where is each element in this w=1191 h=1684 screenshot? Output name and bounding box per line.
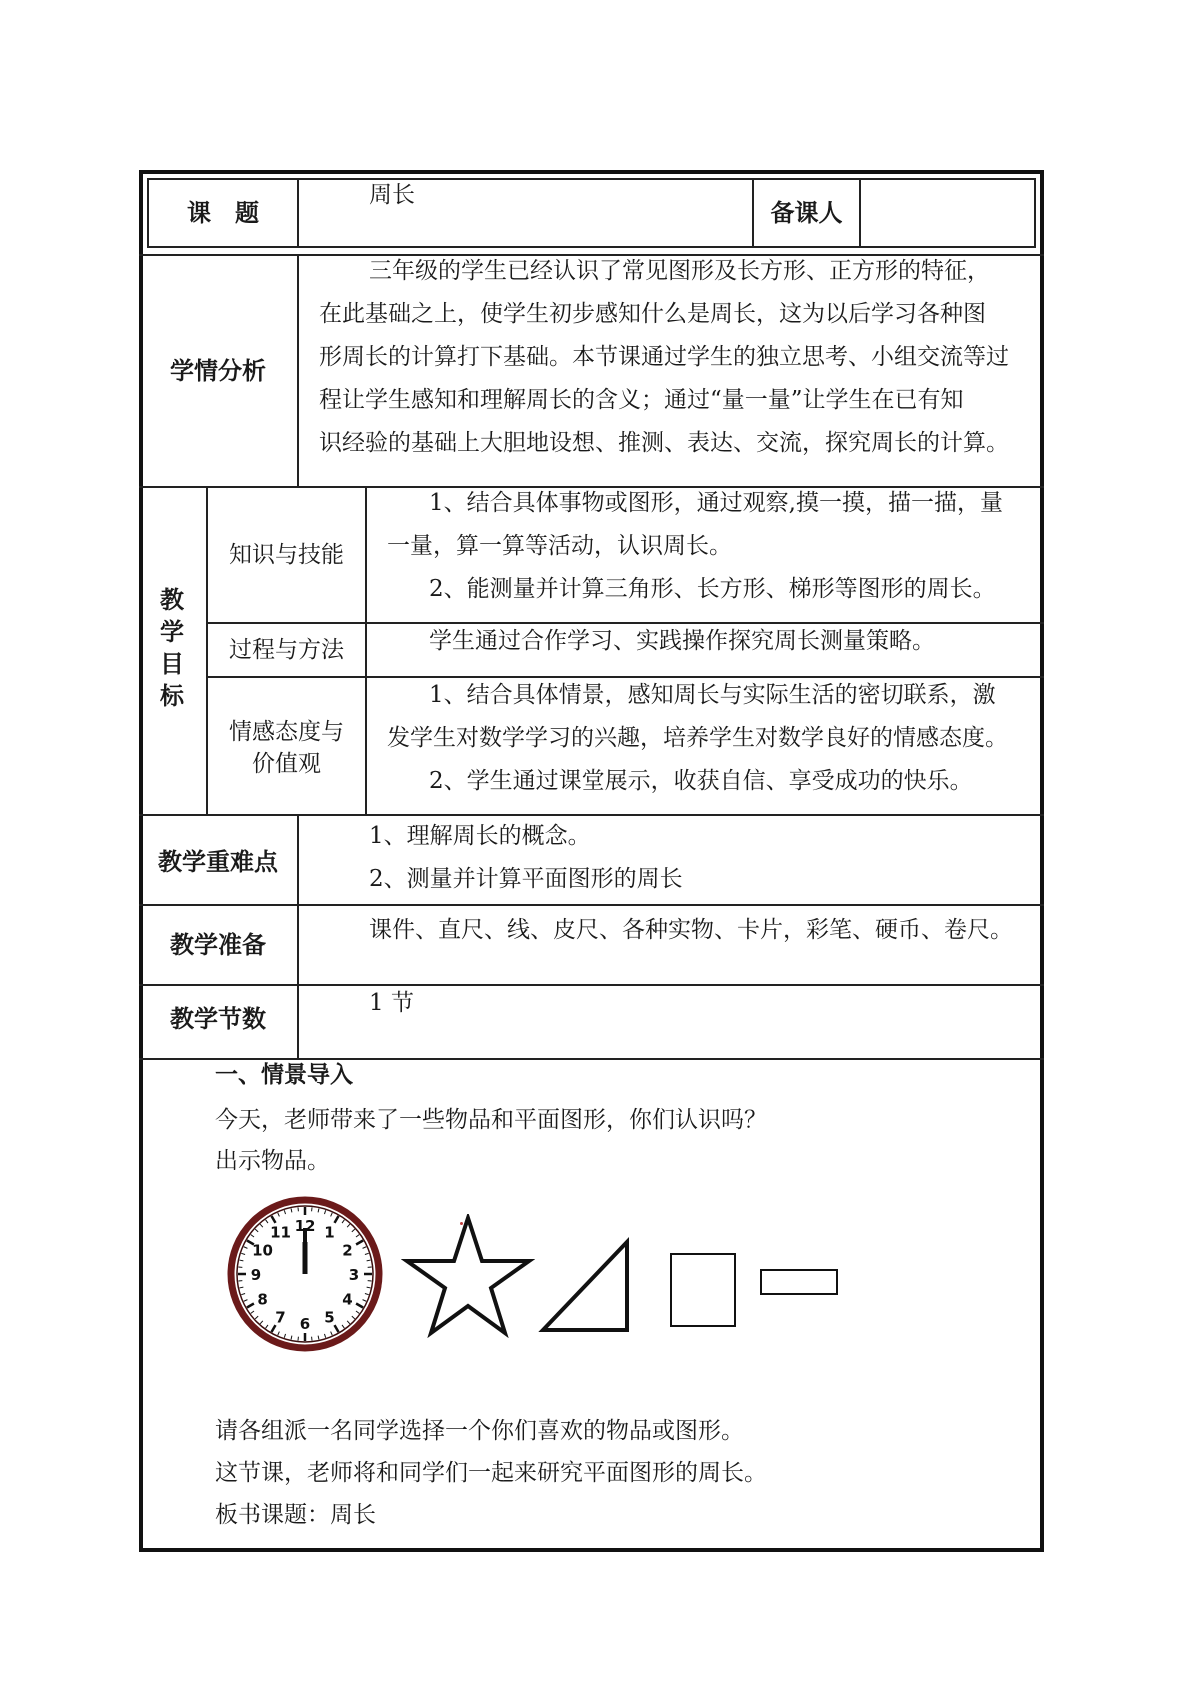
star-icon [401, 1214, 535, 1338]
clock-icon [225, 1194, 385, 1354]
periods-text: 1 节 [369, 990, 414, 1016]
triangle-icon [537, 1236, 633, 1336]
analysis-line: 识经验的基础上大胆地设想、推测、表达、交流，探究周长的计算。 [319, 430, 1009, 456]
lesson-line: 请各组派一名同学选择一个你们喜欢的物品或图形。 [215, 1418, 744, 1444]
row-divider [139, 904, 1044, 906]
lesson-line: 出示物品。 [215, 1148, 330, 1174]
square-shape [671, 1254, 735, 1326]
clock-number: 6 [299, 1315, 311, 1333]
col-divider [297, 254, 299, 486]
keypoints-label: 教学重难点 [158, 848, 278, 876]
table-border-right [1040, 170, 1044, 1552]
clock-number: 5 [324, 1308, 335, 1327]
goals-label-char: 目 [160, 650, 184, 678]
knowledge-line: 一量，算一算等活动，认识周长。 [387, 533, 732, 559]
prep-text: 课件、直尺、线、皮尺、各种实物、卡片，彩笔、硬币、卷尺。 [369, 917, 1013, 943]
inner-border-right [1034, 178, 1036, 248]
emotion-line: 1、结合具体情景，感知周长与实际生活的密切联系，激 [429, 682, 996, 708]
analysis-line: 在此基础之上，使学生初步感知什么是周长，这为以后学习各种图 [319, 301, 986, 327]
knowledge-line: 2、能测量并计算三角形、长方形、梯形等图形的周长。 [429, 576, 996, 602]
triangle-shape [543, 1242, 627, 1330]
clock-number: 1 [324, 1223, 335, 1242]
row-divider [139, 984, 1044, 986]
analysis-label: 学情分析 [170, 357, 266, 385]
goals-label-char: 标 [160, 682, 184, 710]
goals-label-char: 学 [160, 618, 184, 646]
clock-number: 7 [275, 1308, 286, 1327]
keypoints-line: 1、理解周长的概念。 [369, 823, 591, 849]
clock-number: 9 [250, 1266, 262, 1284]
emotion-label-line: 价值观 [252, 751, 321, 777]
col-divider [365, 486, 367, 814]
analysis-line: 程让学生感知和理解周长的含义；通过“量一量”让学生在已有知 [319, 387, 964, 413]
clock-number: 10 [252, 1241, 274, 1260]
row-divider [139, 814, 1044, 816]
inner-border-top [147, 178, 1036, 180]
emotion-line: 发学生对数学学习的兴趣，培养学生对数学良好的情感态度。 [387, 725, 1008, 751]
lesson-line: 板书课题：周长 [215, 1502, 376, 1528]
clock-number: 3 [348, 1266, 360, 1284]
col-divider [859, 178, 861, 248]
topic-label: 课 题 [187, 199, 259, 227]
prep-label: 教学准备 [170, 931, 266, 959]
topic-value: 周长 [369, 182, 415, 208]
col-divider [297, 178, 299, 248]
star-shape [407, 1218, 529, 1333]
clock-number: 2 [342, 1241, 353, 1260]
keypoints-line: 2、测量并计算平面图形的周长 [369, 866, 683, 892]
periods-label: 教学节数 [170, 1005, 266, 1033]
process-label: 过程与方法 [229, 637, 344, 663]
clock-number: 4 [342, 1290, 353, 1309]
col-divider [297, 814, 299, 1058]
clock-number: 11 [270, 1223, 291, 1242]
process-text: 学生通过合作学习、实践操作探究周长测量策略。 [429, 628, 935, 654]
section-title: 一、情景导入 [215, 1062, 353, 1088]
table-border-bottom [139, 1548, 1044, 1552]
lesson-line: 今天，老师带来了一些物品和平面图形，你们认识吗？ [215, 1107, 767, 1133]
rectangle-icon [759, 1268, 839, 1296]
analysis-line: 三年级的学生已经认识了常见图形及长方形、正方形的特征， [369, 258, 990, 284]
goals-label-char: 教 [160, 586, 184, 614]
clock-number: 12 [294, 1217, 316, 1235]
lesson-plan-document [139, 170, 1044, 1552]
rectangle-shape [761, 1270, 837, 1294]
preparer-label: 备课人 [770, 199, 843, 227]
clock-number: 8 [257, 1290, 268, 1309]
analysis-line: 形周长的计算打下基础。本节课通过学生的独立思考、小组交流等过 [319, 344, 1009, 370]
lesson-line: 这节课，老师将和同学们一起来研究平面图形的周长。 [215, 1460, 767, 1486]
emotion-line: 2、学生通过课堂展示，收获自信、享受成功的快乐。 [429, 768, 973, 794]
red-dot [460, 1222, 463, 1225]
square-icon [669, 1252, 737, 1328]
emotion-label-line: 情感态度与 [229, 719, 344, 745]
table-border-top [139, 170, 1044, 174]
knowledge-label: 知识与技能 [229, 542, 344, 568]
row-divider [147, 246, 1036, 248]
knowledge-line: 1、结合具体事物或图形，通过观察,摸一摸，描一描，量 [429, 490, 1003, 516]
